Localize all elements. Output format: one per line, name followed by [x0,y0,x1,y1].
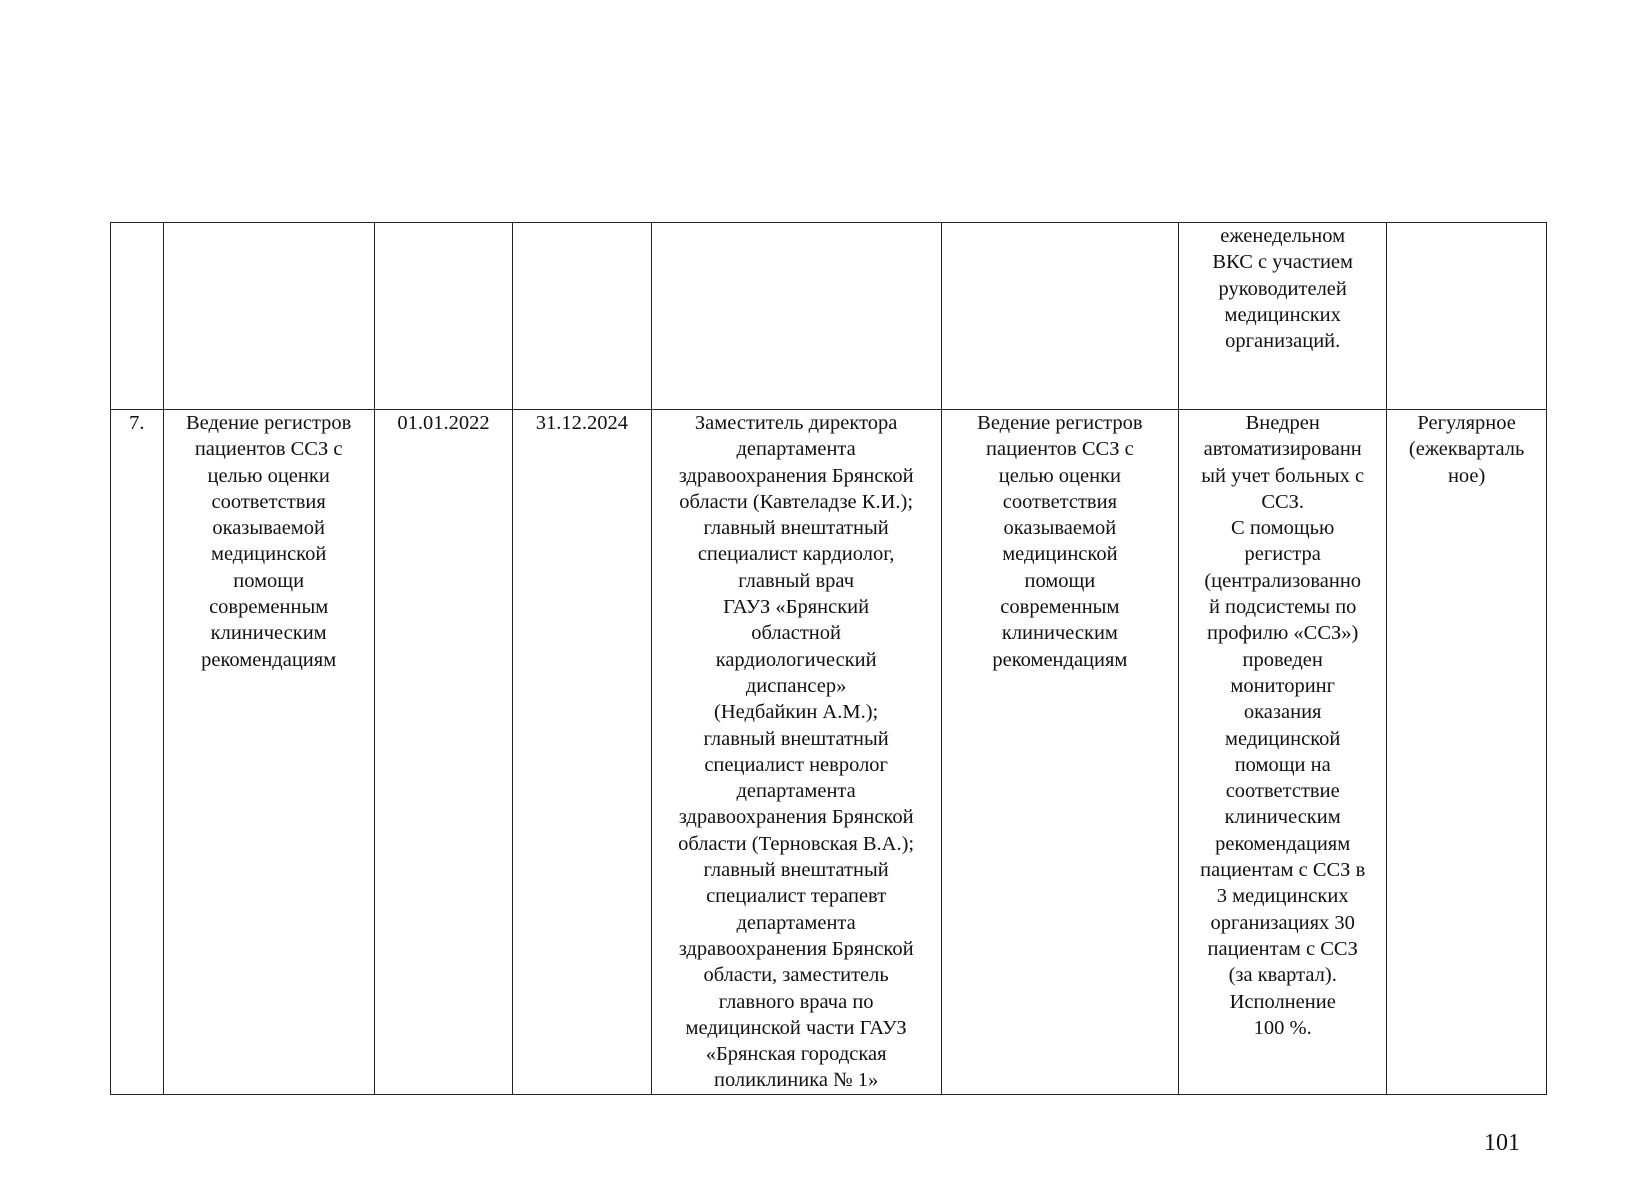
cell-type-empty [1387,223,1547,410]
cell-number-empty [111,223,164,410]
page-number: 101 [1484,1130,1520,1156]
cell-type: Регулярное (ежекварталь ное) [1387,410,1547,1095]
cell-start-empty [374,223,512,410]
table-row-7 [111,410,1547,1095]
cell-end-date: 31.12.2024 [513,410,651,1095]
cell-expected-empty [941,223,1178,410]
document-table [110,222,1547,1095]
cell-start-date: 01.01.2022 [374,410,512,1095]
cell-responsible-empty [651,223,941,410]
cell-responsible: Заместитель директора департамента здравоохранения Брянской области (Кавтеладзе К.И.); главный внештатный специалист кардиолог, главный врач ГАУЗ «Брянский областной кардиологический диспансер» (Недбайкин А.М.); главный внештатный специалист невролог департамента здравоохранения Брянской области (Терновская В.А.); главный внештатный специалист терапевт департамента здравоохранения Брянской области, заместитель главного врача по медицинской части ГАУЗ «Брянская городская поликлиника № 1» [651,410,941,1095]
cell-event: Ведение регистров пациентов ССЗ с целью оценки соответствия оказываемой медицинской помощи современным клиническим рекомендациям [163,410,374,1095]
cell-row-number: 7. [111,410,164,1095]
table-row-continued [111,223,1547,410]
cell-actual-result-continued: еженедельном ВКС с участием руководителей медицинских организаций. [1179,223,1387,410]
cell-expected-result: Ведение регистров пациентов ССЗ с целью оценки соответствия оказываемой медицинской помощи современным клиническим рекомендациям [941,410,1178,1095]
cell-event-empty [163,223,374,410]
cell-actual-result: Внедрен автоматизированн ый учет больных с ССЗ. С помощью регистра (централизованно й подсистемы по профилю «ССЗ») проведен мониторинг оказания медицинской помощи на соответствие клиническим рекомендациям пациентам с ССЗ в 3 медицинских организациях 30 пациентам с ССЗ (за квартал). Исполнение 100 %. [1179,410,1387,1095]
cell-end-empty [513,223,651,410]
